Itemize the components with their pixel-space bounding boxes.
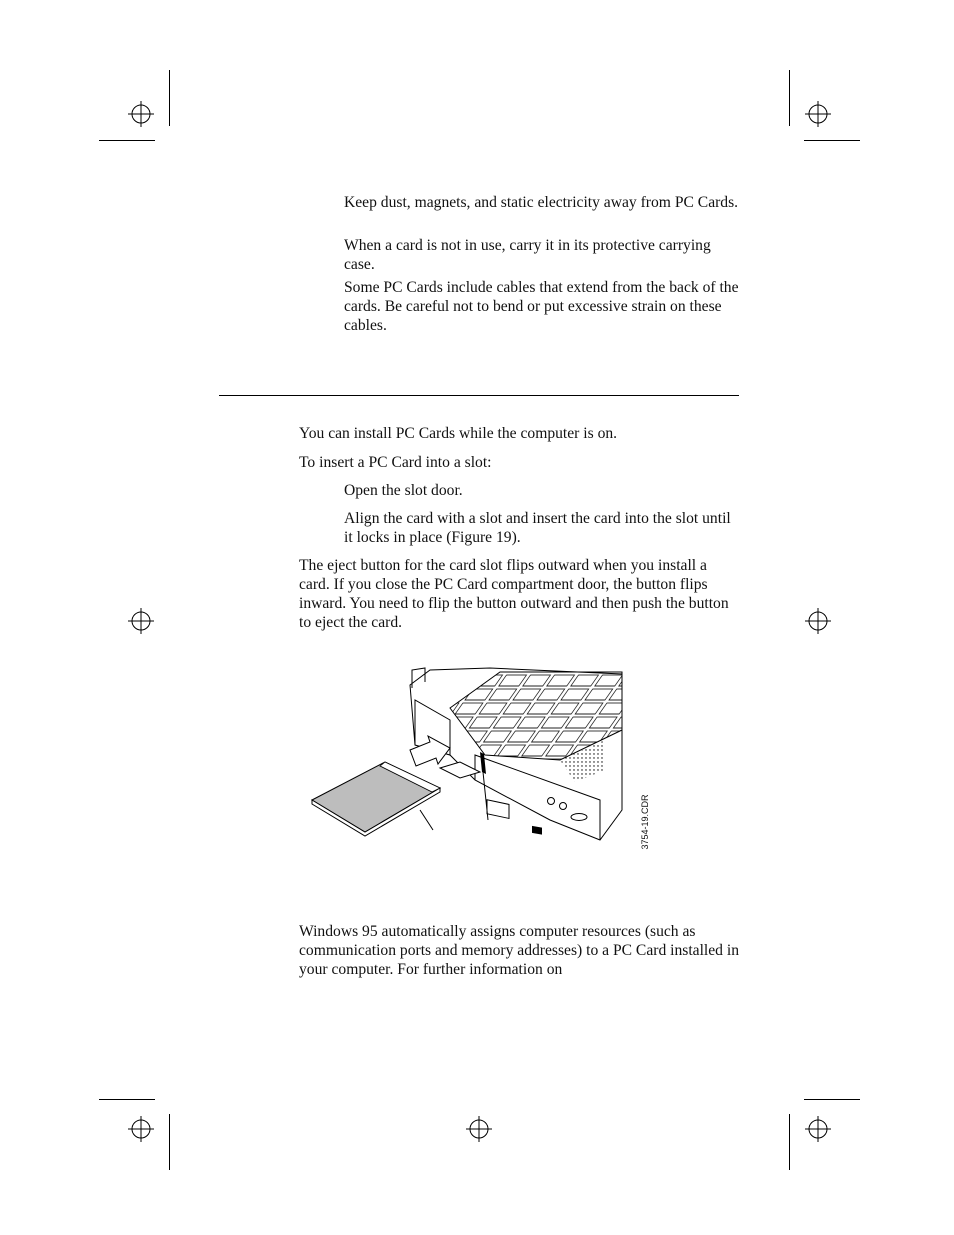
registration-mark-icon [805,101,831,127]
registration-mark-icon [805,1116,831,1142]
registration-mark-icon [805,608,831,634]
care-bullet: When a card is not in use, carry it in its protective carrying case. [344,237,711,273]
crop-line [99,1099,155,1100]
eject-paragraph: The eject button for the card slot flips outward when you install a card. If you close the PC Card compartment door, the button flips inward. You need to flip the button outward and then push the button to eject the card. [299,557,729,631]
step-item: Align the card with a slot and insert the card into the slot until it locks in place (Figure 19). [344,510,731,546]
crop-line [789,1114,790,1170]
care-bullet: Some PC Cards include cables that extend from the back of the cards. Be careful not to bend or put excessive strain on these cables. [344,279,739,334]
crop-line [804,1099,860,1100]
crop-line [169,1114,170,1170]
registration-mark-icon [466,1116,492,1142]
crop-line [789,70,790,126]
windows-paragraph: Windows 95 automatically assigns computer resources (such as communication ports and memory addresses) to a PC Card installed in your computer. For further information on [299,923,740,978]
registration-mark-icon [128,608,154,634]
figure-code-label: 3754-19.CDR [640,794,650,850]
care-bullet: Keep dust, magnets, and static electricity away from PC Cards. [344,194,739,211]
intro-paragraph: You can install PC Cards while the computer is on. [299,425,618,442]
pc-card-insertion-figure [300,660,640,860]
crop-line [169,70,170,126]
registration-mark-icon [128,101,154,127]
crop-line [99,140,155,141]
step-item: Open the slot door. [344,482,463,499]
insert-lead: To insert a PC Card into a slot: [299,454,492,471]
section-divider [219,395,739,396]
registration-mark-icon [128,1116,154,1142]
crop-line [804,140,860,141]
